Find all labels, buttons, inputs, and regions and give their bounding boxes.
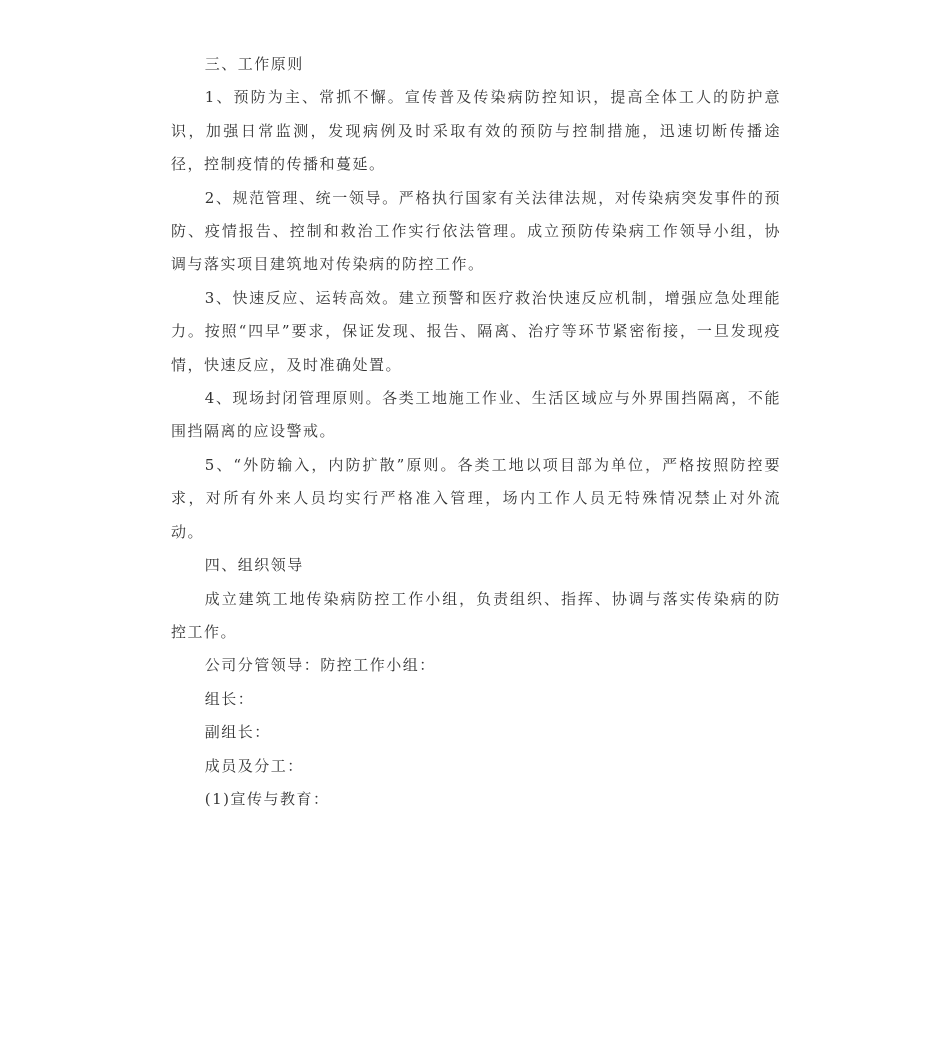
document-body <box>171 48 781 816</box>
principle-3-paragraph: 3、快速反应、运转高效。建立预警和医疗救治快速反应机制，增强应急处理能力。按照“四早”要求，保证发现、报告、隔离、治疗等环节紧密衔接，一旦发现疫情，快速反应，及时准确处置。 <box>171 288 781 374</box>
organization-intro-paragraph: 成立建筑工地传染病防控工作小组，负责组织、指挥、协调与落实传染病的防控工作。 <box>171 589 781 641</box>
company-leader-line: 公司分管领导：防控工作小组： <box>204 656 436 675</box>
deputy-leader-line: 副组长： <box>204 723 271 742</box>
publicity-education-line: (1)宣传与教育： <box>204 789 330 808</box>
principle-5-paragraph: 5、“外防输入，内防扩散”原则。各类工地以项目部为单位，严格按照防控要求，对所有外来人员均实行严格准入管理，场内工作人员无特殊情况禁止对外流动。 <box>171 455 781 541</box>
section-heading-work-principles: 三、工作原则 <box>204 55 304 73</box>
section-heading-organization: 四、组织领导 <box>204 556 304 575</box>
principle-2-paragraph: 2、规范管理、统一领导。严格执行国家有关法律法规，对传染病突发事件的预防、疫情报告、控制和救治工作实行依法管理。成立预防传染病工作领导小组，协调与落实项目建筑地对传染病的防控工作。 <box>171 188 781 274</box>
principle-4-paragraph: 4、现场封闭管理原则。各类工地施工作业、生活区域应与外界围挡隔离，不能围挡隔离的应设警戒。 <box>171 389 781 441</box>
members-line: 成员及分工： <box>204 756 304 775</box>
team-leader-line: 组长： <box>204 689 255 708</box>
principle-1-paragraph: 1、预防为主、常抓不懈。宣传普及传染病防控知识，提高全体工人的防护意识，加强日常监测，发现病例及时采取有效的预防与控制措施，迅速切断传播途径，控制疫情的传播和蔓延。 <box>171 88 781 174</box>
